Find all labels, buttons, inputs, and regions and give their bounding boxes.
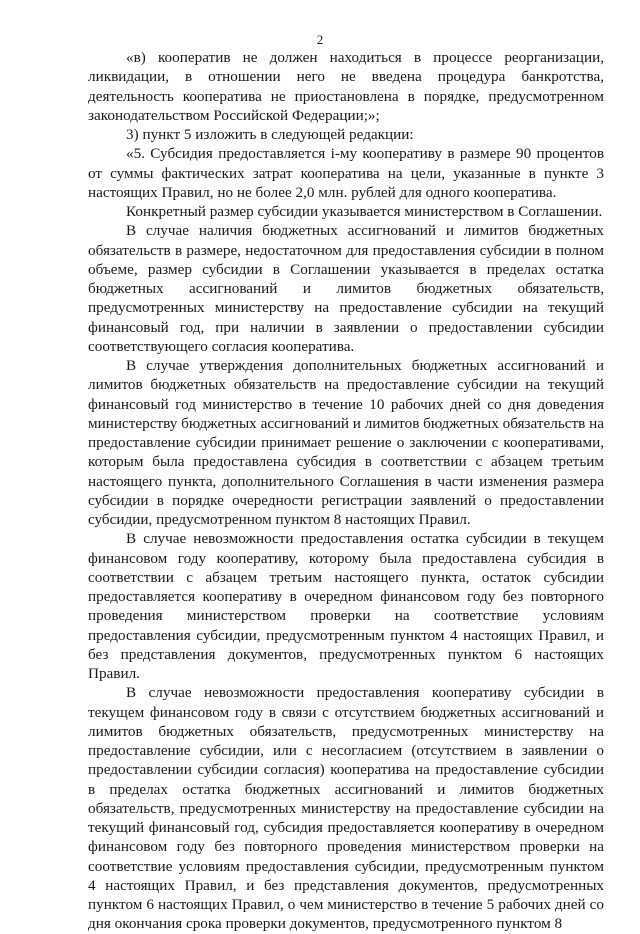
paragraph-additional-funds: В случае утверждения дополнительных бюджетных ассигнований и лимитов бюджетных обязательств на предоставление субсидии на текущий финансовый год министерство в течение 10 рабочих дней со дня доведения министерству бюджетных ассигнований и лимитов бюджетных обязательств на предоставление субсидии принимает решение о заключении с кооперативами, которым была предоставлена субсидия в соответствии с абзацем третьим настоящего пункта, дополнительного Соглашения в части изменения размера субсидии в порядке очередности регистрации заявлений о предоставлении субсидии, предусмотренном пунктом 8 настоящих Правил. (88, 357, 604, 528)
paragraph-point-5: «5. Субсидия предоставляется i-му кооперативу в размере 90 процентов от суммы фактических затрат кооператива на цели, указанные в пункте 3 настоящих Правил, но не более 2,0 млн. рублей для одного кооператива. (88, 145, 604, 201)
paragraph-remaining-subsidy: В случае невозможности предоставления остатка субсидии в текущем финансовом году кооперативу, которому была предоставлена субсидия в соответствии с абзацем третьим настоящего пункта, остаток субсидии предоставляется кооперативу в очередном финансовом году без повторного проведения министерством проверки на соответствие условиям предоставления субсидии, предусмотренным пунктом 4 настоящих Правил, и без представления документов, предусмотренных пунктом 6 настоящих Правил. (88, 530, 604, 682)
document-body (88, 48, 604, 934)
paragraph-subsidy-amount: Конкретный размер субсидии указывается министерством в Соглашении. (126, 203, 603, 220)
page-number: 2 (316, 32, 324, 47)
paragraph-point-3: 3) пункт 5 изложить в следующей редакции: (126, 126, 414, 143)
paragraph-insufficient-funds: В случае наличия бюджетных ассигнований и лимитов бюджетных обязательств в размере, недостаточном для предоставления субсидии в полном объеме, размер субсидии в Соглашении указывается в пределах остатка бюджетных ассигнований и лимитов бюджетных обязательств, предусмотренных министерству на предоставление субсидии на текущий финансовый год, при наличии в заявлении о предоставлении субсидии соответствующего согласия кооператива. (88, 222, 604, 355)
paragraph-item-v: «в) кооператив не должен находиться в процессе реорганизации, ликвидации, в отношении него не введена процедура банкротства, деятельность кооператива не приостановлена в порядке, предусмотренном законодательством Российской Федерации;»; (88, 49, 604, 124)
paragraph-impossibility: В случае невозможности предоставления кооперативу субсидии в текущем финансовом году в связи с отсутствием бюджетных ассигнований и лимитов бюджетных обязательств, предусмотренных министерству на предоставление субсидии, или с несогласием (отсутствием в заявлении о предоставлении субсидии согласия) кооператива на предоставление субсидии в пределах остатка бюджетных ассигнований и лимитов бюджетных обязательств, предусмотренных министерству на предоставление субсидии на текущий финансовый год, субсидия предоставляется кооперативу в очередном финансовом году без повторного проведения министерством проверки на соответствие условиям предоставления субсидии, предусмотренным пунктом 4 настоящих Правил, и без представления документов, предусмотренных пунктом 6 настоящих Правил, о чем министерство в течение 5 рабочих дней со дня окончания срока проверки документов, предусмотренного пунктом 8 (88, 684, 604, 933)
